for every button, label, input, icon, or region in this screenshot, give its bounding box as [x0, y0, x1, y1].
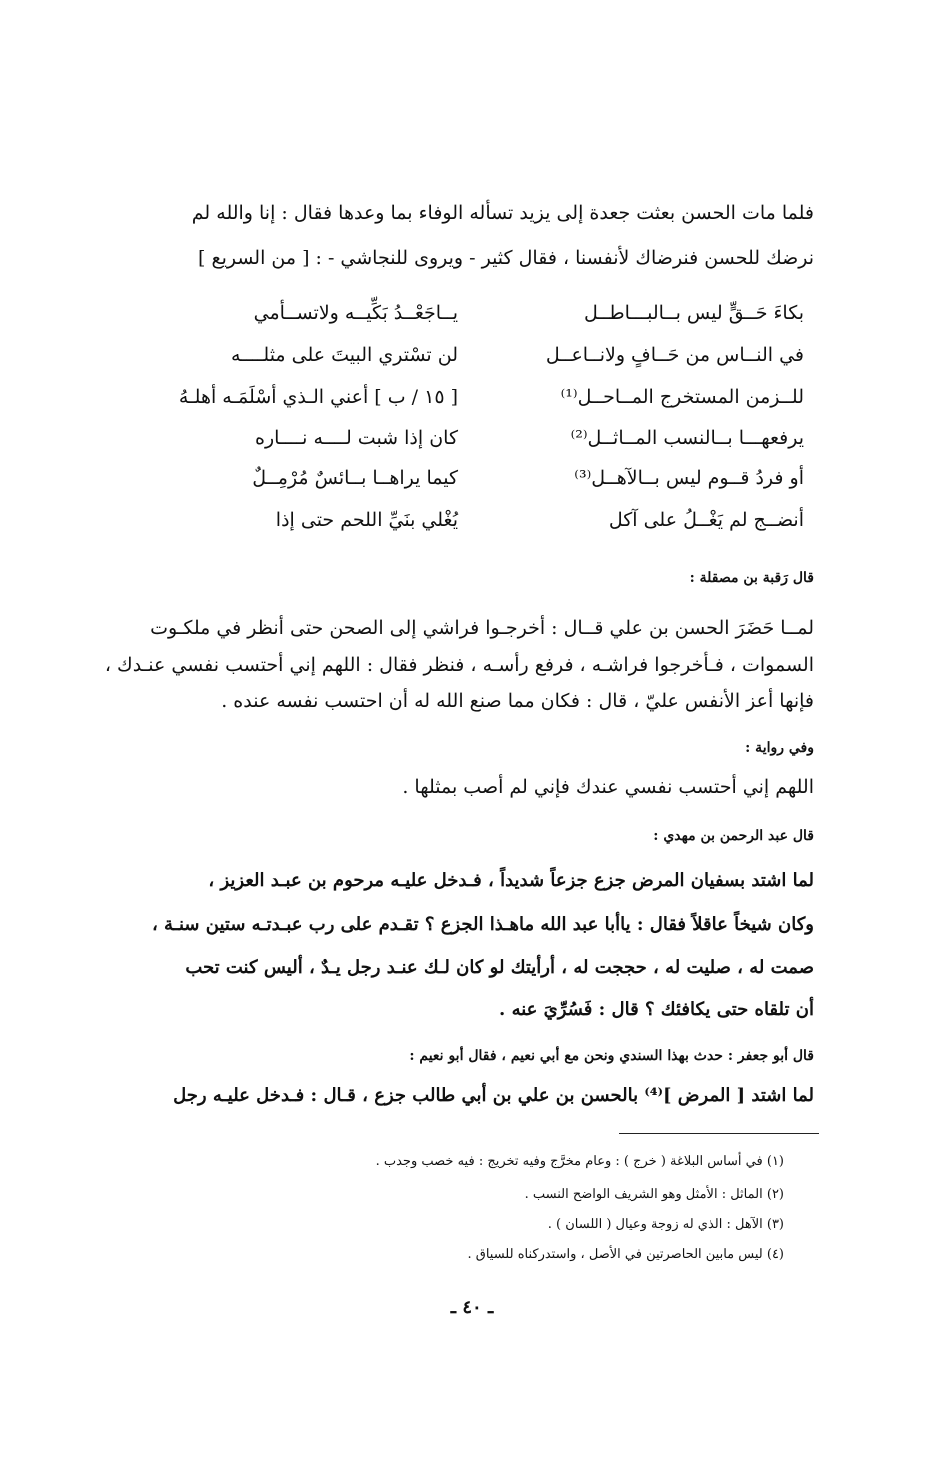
- verse-3-first-hemistich: [ ١٥ / ب ] أعني الـذي أسْلَمَـه أهلـهُ: [178, 386, 458, 408]
- paragraph-line: السموات ، فـأخرجوا فراشـه ، فرفع رأسـه ، فنظر فقال : اللهم إني أحتسب نفسي عنـدك ،: [104, 654, 814, 676]
- verse-3-second-hemistich: للــزمن المستخرج المــاحــل⁽¹⁾: [560, 386, 804, 408]
- paragraph-line: وكان شيخاً عاقلاً فقال : ياأبا عبد الله ماهـذا الجزع ؟ تقـدم على رب عبـدتـه ستين سنـة ،: [151, 914, 814, 935]
- verse-4-first-hemistich: كان إذا شبت لــــه نــــاره: [255, 427, 458, 449]
- verse-6-second-hemistich: أنضــج لم يَغْــلُ على آكل: [608, 509, 804, 531]
- verse-5-first-hemistich: كيما يراهــا بــائسٌ مُرْمِــلٌ: [252, 467, 458, 489]
- section-heading: قال عبد الرحمن بن مهدي :: [653, 828, 814, 844]
- verse-1-second-hemistich: بكاءَ حَــقٍّ ليس بــالبـــاطــل: [584, 302, 804, 324]
- intro-line-1: فلما مات الحسن بعثت جعدة إلى يزيد تسأله الوفاء بما وعدها فقال : إنا والله لم: [191, 202, 814, 224]
- paragraph-line: صمت له ، صليت له ، حججت له ، أرأيتك لو كان لـك عنـد رجل يـدٌ ، أليس كنت تحب: [185, 957, 814, 978]
- footnote-separator: [619, 1133, 819, 1134]
- paragraph-line: فإنها أعز الأنفس عليّ ، قال : فكان مما صنع الله له أن احتسب نفسه عنده .: [221, 690, 814, 712]
- page-number: ـ ٤٠ ـ: [450, 1297, 494, 1318]
- verse-2-second-hemistich: في النــاس من حَــافٍ ولانــاعــل: [545, 344, 804, 366]
- verse-1-first-hemistich: يــاجَعْــدُ بَكِّيــه ولاتســأمي: [253, 302, 458, 324]
- footnote-4: (٤) ليس مابين الحاصرتين في الأصل ، واستدركناه للسياق .: [467, 1247, 784, 1262]
- paragraph-line: لما اشتد [ المرض ]⁽⁴⁾ بالحسن بن علي بن أبي طالب جزع ، قـال : فـدخل عليـه رجل: [173, 1085, 814, 1106]
- section-heading: قال رَقبة بن مصقلة :: [689, 570, 814, 586]
- intro-line-2: نرضك للحسن فنرضاك لأنفسنا ، فقال كثير - ويروى للنجاشي - : [ من السريع ]: [198, 247, 814, 269]
- paragraph-line: لما اشتد بسفيان المرض جزع جزعاً شديداً ، فـدخل عليـه مرحوم بن عبـد العزيز ،: [208, 870, 814, 891]
- verse-4-second-hemistich: يرفعهـــا بــالنسب المــاثــل⁽²⁾: [570, 427, 804, 449]
- paragraph-line: اللهم إني أحتسب نفسي عندك فإني لم أصب بمثلها .: [402, 776, 814, 798]
- footnote-3: (٣) الآهل : الذي له زوجة وعيال ( اللسان ) .: [547, 1217, 784, 1232]
- verse-6-first-hemistich: يُغْلي بنَيِّ اللحم حتى إذا: [275, 509, 458, 531]
- footnote-2: (٢) الماثل : الأمثل وهو الشريف الواضح النسب .: [524, 1187, 784, 1202]
- section-heading: وفي رواية :: [745, 740, 814, 756]
- paragraph-line: أن تلقاه حتى يكافئك ؟ قال : فَسُرِّيَ عنه .: [499, 999, 814, 1020]
- footnote-1: (١) في أساس البلاغة ( خرج ) : وعام مخرَّج وفيه تخريج : فيه خصب وجدب .: [375, 1154, 784, 1169]
- verse-5-second-hemistich: أو فردُ قــوم ليس بــالآهــل⁽³⁾: [574, 467, 804, 489]
- paragraph-line: لمــا حَضَرَ الحسن بن علي قــال : أخرجـوا فراشي إلى الصحن حتى أنظر في ملكـوت: [150, 617, 814, 639]
- section-heading: قال أبو جعفر : حدث بهذا السندي ونحن مع أبي نعيم ، فقال أبو نعيم :: [409, 1048, 814, 1064]
- verse-2-first-hemistich: لن تسْتري البيتَ على مثلــــه: [230, 344, 458, 366]
